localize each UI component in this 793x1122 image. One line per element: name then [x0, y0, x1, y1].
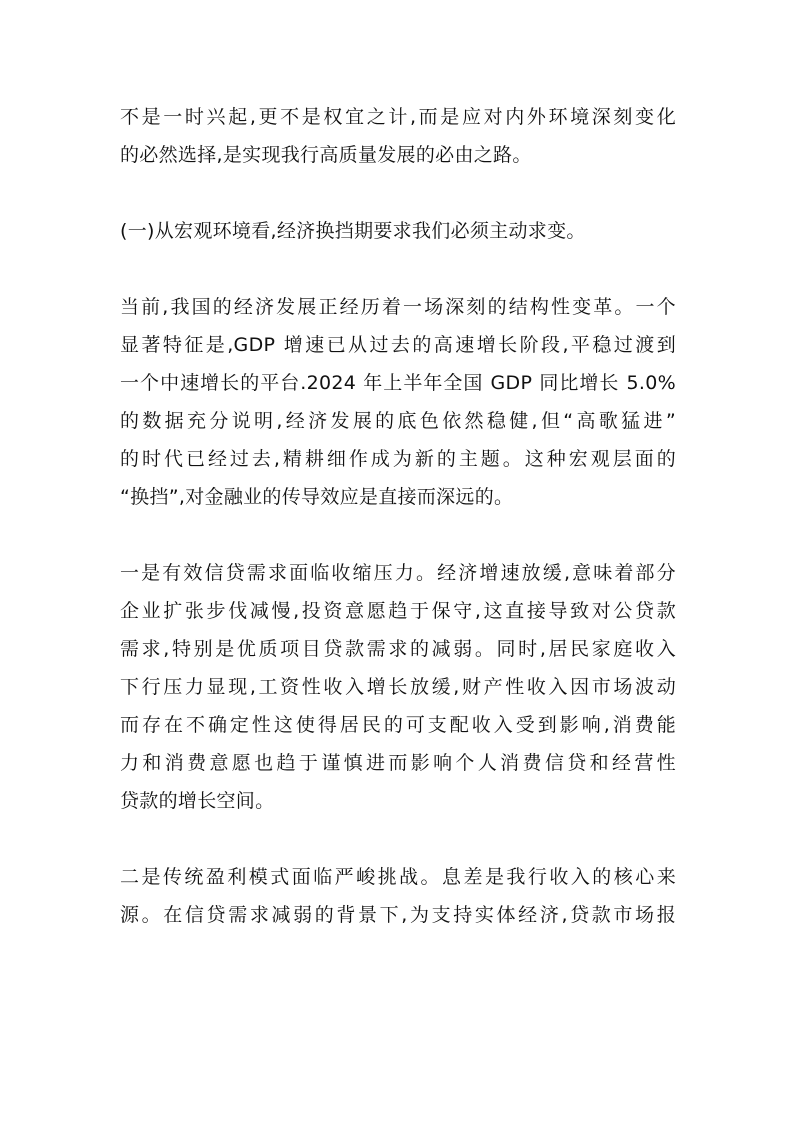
paragraph-profit-model [120, 858, 676, 934]
paragraph-gap [120, 516, 676, 554]
section-heading: (一)从宏观环境看,经济换挡期要求我们必须主动求变。 [120, 220, 586, 242]
text-line: 当前,我国的经济发展正经历着一场深刻的结构性变革。一个 [120, 296, 676, 318]
paragraph-intro-continuation [120, 98, 676, 174]
text-line: 一个中速增长的平台.2024 年上半年全国 GDP 同比增长 5.0% [120, 372, 676, 394]
section-heading-macro-environment [120, 212, 676, 250]
paragraph-gap [120, 250, 676, 288]
text-line: 的时代已经过去,精耕细作成为新的主题。这种宏观层面的 [120, 448, 676, 470]
text-line: 需求,特别是优质项目贷款需求的减弱。同时,居民家庭收入 [120, 638, 676, 660]
text-line: “换挡”,对金融业的传导效应是直接而深远的。 [120, 486, 514, 508]
text-line: 二是传统盈利模式面临严峻挑战。息差是我行收入的核心来 [120, 866, 676, 888]
text-line: 贷款的增长空间。 [120, 790, 275, 812]
paragraph-credit-demand [120, 554, 676, 820]
text-line: 显著特征是,GDP 增速已从过去的高速增长阶段,平稳过渡到 [120, 334, 676, 356]
paragraph-gap [120, 820, 676, 858]
text-line: 下行压力显现,工资性收入增长放缓,财产性收入因市场波动 [120, 676, 676, 698]
paragraph-economic-transition [120, 288, 676, 516]
text-line: 力和消费意愿也趋于谨慎进而影响个人消费信贷和经营性 [120, 752, 676, 774]
text-line: 不是一时兴起,更不是权宜之计,而是应对内外环境深刻变化 [120, 106, 676, 128]
text-line: 源。在信贷需求减弱的背景下,为支持实体经济,贷款市场报 [120, 904, 676, 926]
document-body [120, 98, 676, 934]
text-line: 的数据充分说明,经济发展的底色依然稳健,但“高歌猛进” [120, 410, 676, 432]
text-line: 企业扩张步伐减慢,投资意愿趋于保守,这直接导致对公贷款 [120, 600, 676, 622]
text-line: 的必然选择,是实现我行高质量发展的必由之路。 [120, 144, 532, 166]
paragraph-gap [120, 174, 676, 212]
text-line: 一是有效信贷需求面临收缩压力。经济增速放缓,意味着部分 [120, 562, 676, 584]
text-line: 而存在不确定性这使得居民的可支配收入受到影响,消费能 [120, 714, 676, 736]
